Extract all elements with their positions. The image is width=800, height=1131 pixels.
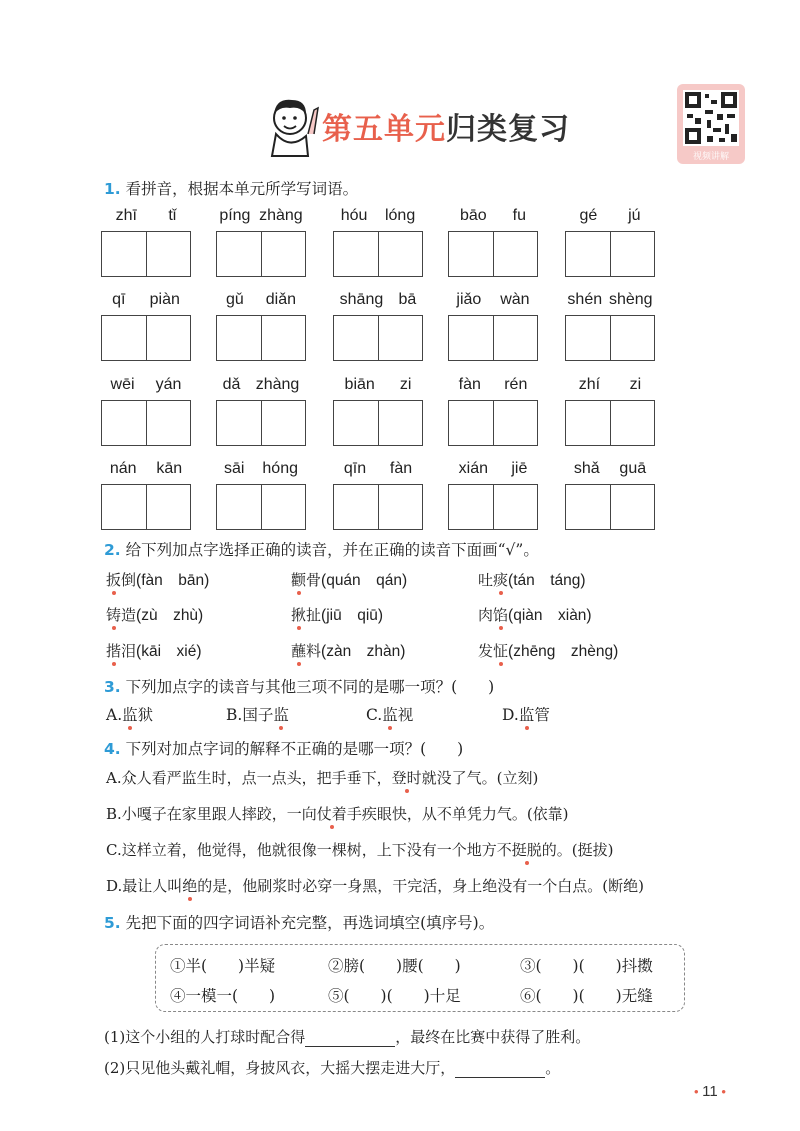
answer-box[interactable] (333, 484, 423, 530)
q3-number: 3. (104, 678, 121, 696)
pinyin-label: shén shèng (567, 291, 653, 308)
pinyin-label: sāi hóng (223, 460, 298, 477)
pinyin-label: shāng bā (339, 291, 417, 308)
q4-option-a[interactable]: A.众人看严监生时，点一点头，把手垂下，登时就没了气。(立刻) (106, 769, 539, 787)
pinyin-label: biān zi (344, 376, 412, 393)
q3-text: 下列加点字的读音与其他三项不同的是哪一项？( ) (125, 678, 495, 696)
idiom-item[interactable]: ⑥( )( )无缝 (520, 987, 653, 1005)
pinyin-label: qīn fàn (343, 460, 413, 477)
q4-option-c[interactable]: C.这样立着，他觉得，他就很像一棵树，上下没有一个地方不挺脱的。(挺拔) (106, 841, 614, 859)
answer-box[interactable] (448, 400, 538, 446)
answer-box[interactable] (565, 484, 655, 530)
q3-option-b[interactable]: B.国子监 (226, 706, 289, 724)
title-part1: 第五单元 (322, 112, 446, 147)
q2-item[interactable]: 肉馅(qiàn xiàn) (478, 606, 592, 624)
idiom-item[interactable]: ②膀( )腰( ) (328, 957, 461, 975)
pinyin-label: qī piàn (112, 291, 180, 308)
answer-box[interactable] (333, 400, 423, 446)
pinyin-label: gé jú (579, 207, 641, 224)
answer-box[interactable] (448, 231, 538, 277)
q2-item[interactable]: 揩泪(kāi xié) (106, 642, 202, 660)
q2-item[interactable]: 颧骨(quán qán) (291, 571, 408, 589)
q5-number: 5. (104, 914, 121, 932)
answer-box[interactable] (565, 400, 655, 446)
q2-prompt (104, 538, 539, 560)
answer-box[interactable] (101, 231, 191, 277)
q4-prompt (104, 737, 463, 759)
q3-option-a[interactable]: A.监狱 (106, 706, 154, 724)
answer-box[interactable] (448, 484, 538, 530)
q3-option-c[interactable]: C.监视 (366, 706, 414, 724)
answer-box[interactable] (448, 315, 538, 361)
q1-text: 看拼音，根据本单元所学写词语。 (125, 180, 359, 198)
pinyin-label: fàn rén (458, 376, 528, 393)
q2-item[interactable]: 揪扯(jiū qiū) (291, 606, 384, 624)
idiom-item[interactable]: ④一模一( ) (170, 987, 276, 1005)
q2-item[interactable]: 铸造(zù zhù) (106, 606, 204, 624)
answer-blank[interactable] (305, 1032, 395, 1047)
boy-mascot-icon (262, 88, 324, 158)
answer-box[interactable] (216, 231, 306, 277)
page-title (322, 104, 570, 148)
answer-box[interactable] (101, 484, 191, 530)
q2-item[interactable]: 扳倒(fàn bān) (106, 571, 210, 589)
q4-option-b[interactable]: B.小嘎子在家里跟人摔跤，一向仗着手疾眼快，从不单凭力气。(依靠) (106, 805, 569, 823)
q2-item[interactable]: 发怔(zhēng zhèng) (478, 642, 619, 660)
answer-box[interactable] (101, 315, 191, 361)
pinyin-label: bāo fu (459, 207, 526, 224)
pinyin-label: nán kān (109, 460, 183, 477)
q2-number: 2. (104, 541, 121, 559)
answer-blank[interactable] (455, 1063, 545, 1078)
q3-option-d[interactable]: D.监管 (502, 706, 550, 724)
q5-text: 先把下面的四字词语补充完整，再选词填空(填序号)。 (125, 914, 495, 932)
answer-box[interactable] (333, 315, 423, 361)
q1-number: 1. (104, 180, 121, 198)
q4-option-d[interactable]: D.最让人叫绝的是，他刷浆时必穿一身黑，干完活，身上绝没有一个白点。(断绝) (106, 877, 644, 895)
title-part2: 归类复习 (446, 112, 570, 147)
q5-sentence-1: (1)这个小组的人打球时配合得 ，最终在比赛中获得了胜利。 (104, 1028, 591, 1046)
pinyin-label: shǎ guā (573, 460, 647, 477)
pinyin-label: hóu lóng (340, 207, 416, 224)
answer-box[interactable] (101, 400, 191, 446)
qr-code-icon (683, 90, 739, 146)
q4-number: 4. (104, 740, 121, 758)
answer-box[interactable] (216, 400, 306, 446)
pinyin-label: wēi yán (110, 376, 182, 393)
pinyin-label: xián jiē (458, 460, 528, 477)
q3-prompt (104, 675, 494, 697)
answer-box[interactable] (216, 484, 306, 530)
idiom-item[interactable]: ①半( )半疑 (170, 957, 276, 975)
answer-box[interactable] (333, 231, 423, 277)
page-number: • 11 • (694, 1083, 726, 1100)
idiom-item[interactable]: ⑤( )( )十足 (328, 987, 461, 1005)
q4-text: 下列对加点字词的解释不正确的是哪一项？( ) (125, 740, 464, 758)
pinyin-label: dǎ zhàng (222, 376, 300, 393)
q2-item[interactable]: 蘸料(zàn zhàn) (291, 642, 406, 660)
idiom-item[interactable]: ③( )( )抖擞 (520, 957, 653, 975)
pinyin-label: zhí zi (578, 376, 642, 393)
q2-text: 给下列加点字选择正确的读音，并在正确的读音下面画“√”。 (125, 541, 539, 559)
qr-caption: 视频讲解 (692, 152, 729, 162)
q5-sentence-2: (2)只见他头戴礼帽，身披风衣，大摇大摆走进大厅， 。 (104, 1059, 561, 1077)
pinyin-label: píng zhàng (219, 207, 303, 224)
answer-box[interactable] (216, 315, 306, 361)
pinyin-label: gǔ diǎn (225, 291, 296, 308)
q2-item[interactable]: 吐痰(tán táng) (478, 571, 586, 589)
q1-prompt (104, 177, 358, 199)
qr-code[interactable] (677, 84, 745, 164)
pinyin-label: jiǎo wàn (456, 291, 530, 308)
pinyin-label: zhī tǐ (115, 207, 177, 224)
answer-box[interactable] (565, 315, 655, 361)
answer-box[interactable] (565, 231, 655, 277)
q5-prompt (104, 911, 494, 933)
